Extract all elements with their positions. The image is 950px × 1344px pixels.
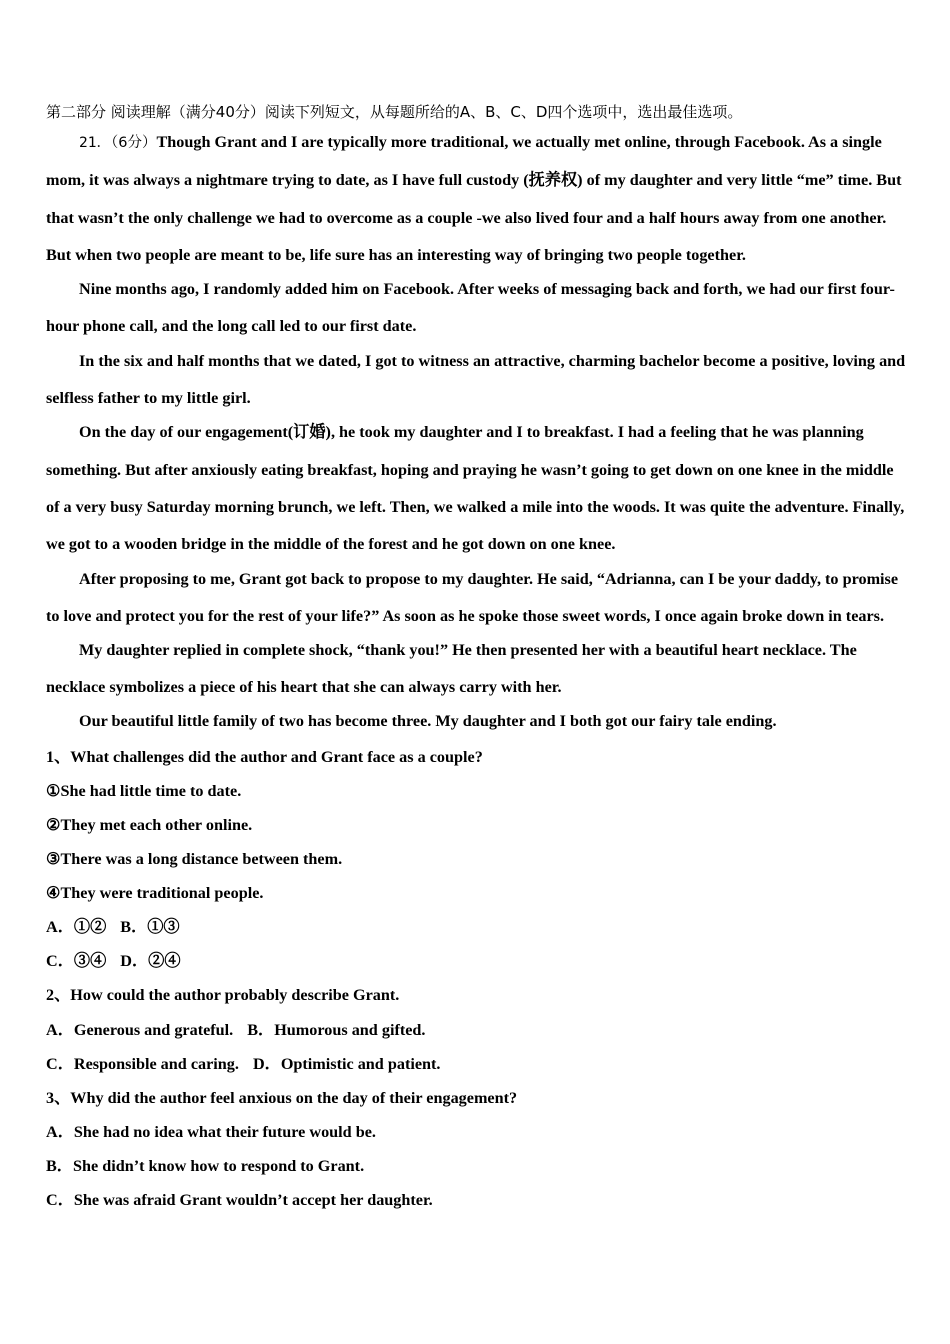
option-d[interactable]: D．Optimistic and patient. bbox=[252, 1054, 441, 1073]
question-2-stem: 2、How could the author probably describe Grant. bbox=[46, 986, 400, 1005]
question-2-options-row-2 bbox=[46, 1047, 906, 1081]
exam-page bbox=[46, 100, 906, 1217]
passage-paragraph-1 bbox=[46, 124, 906, 274]
question-2-options-row-1 bbox=[46, 1013, 906, 1047]
passage-paragraph-6: My daughter replied in complete shock, “thank you!” He then presented her with a beautiful heart necklace. The necklace symbolizes a piece of his heart that she can always carry with her. bbox=[46, 641, 857, 697]
question-score: （6分） bbox=[110, 135, 157, 151]
question-list bbox=[46, 740, 906, 1217]
paragraph-text: Though Grant and I are typically more traditional, we actually met online, through Facebook. As a single mom, it was always a nightmare trying to date, as I have full custody (抚养权) of my daughter and very little “me” time. But that wasn’t the only challenge we had to overcome as a couple -we also lived four and a half hours away from one another. But when two people are meant to be, life sure has an interesting way of bringing two people together. bbox=[46, 133, 902, 264]
question-1-statement-3: ③There was a long distance between them. bbox=[46, 850, 343, 869]
option-c[interactable]: C．③④ bbox=[46, 952, 107, 971]
passage-paragraph-5: After proposing to me, Grant got back to propose to my daughter. He said, “Adrianna, can I be your daddy, to promise to love and protect you for the rest of your life?” As soon as he spoke those sweet words, I once again broke down in tears. bbox=[46, 569, 899, 625]
passage-paragraph-4: On the day of our engagement(订婚), he took my daughter and I to breakfast. I had a feeling that he was planning something. But after anxiously eating breakfast, hoping and praying he wasn’t going to get down on one knee in the middle of a very busy Saturday morning brunch, we left. Then, we walked a mile into the woods. It was quite the adventure. Finally, we got to a wooden bridge in the middle of the forest and he got down on one knee. bbox=[46, 423, 905, 554]
passage-paragraph-2: Nine months ago, I randomly added him on Facebook. After weeks of messaging back and forth, we had our first four-hour phone call, and the long call led to our first date. bbox=[46, 280, 895, 336]
question-1-statement-4: ④They were traditional people. bbox=[46, 884, 264, 903]
question-3-option-c[interactable]: C．She was afraid Grant wouldn’t accept her daughter. bbox=[46, 1190, 433, 1209]
question-1-stem: 1、What challenges did the author and Grant face as a couple? bbox=[46, 747, 483, 766]
reading-passage bbox=[46, 124, 906, 738]
option-d[interactable]: D．②④ bbox=[120, 952, 181, 971]
option-b[interactable]: B．①③ bbox=[120, 918, 180, 937]
option-c[interactable]: C．Responsible and caring. bbox=[46, 1054, 239, 1073]
question-number: 21． bbox=[79, 135, 111, 151]
passage-paragraph-3: In the six and half months that we dated, I got to witness an attractive, charming bachelor become a positive, loving and selfless father to my little girl. bbox=[46, 351, 906, 408]
question-3-option-b[interactable]: B．She didn’t know how to respond to Grant. bbox=[46, 1156, 365, 1175]
option-a[interactable]: A．①② bbox=[46, 918, 107, 937]
question-3-stem: 3、Why did the author feel anxious on the day of their engagement? bbox=[46, 1088, 518, 1107]
question-1-statement-1: ①She had little time to date. bbox=[46, 781, 242, 800]
question-3-option-a[interactable]: A．She had no idea what their future would be. bbox=[46, 1122, 376, 1141]
section-title: 第二部分 阅读理解（满分40分）阅读下列短文，从每题所给的A、B、C、D四个选项中，选出最佳选项。 bbox=[46, 103, 743, 121]
question-1-options-row-2 bbox=[46, 944, 906, 978]
passage-paragraph-7: Our beautiful little family of two has become three. My daughter and I both got our fairy tale ending. bbox=[79, 711, 777, 730]
question-1-options-row-1 bbox=[46, 910, 906, 944]
option-b[interactable]: B．Humorous and gifted. bbox=[247, 1020, 426, 1039]
option-a[interactable]: A．Generous and grateful. bbox=[46, 1020, 234, 1039]
question-1-statement-2: ②They met each other online. bbox=[46, 815, 253, 834]
